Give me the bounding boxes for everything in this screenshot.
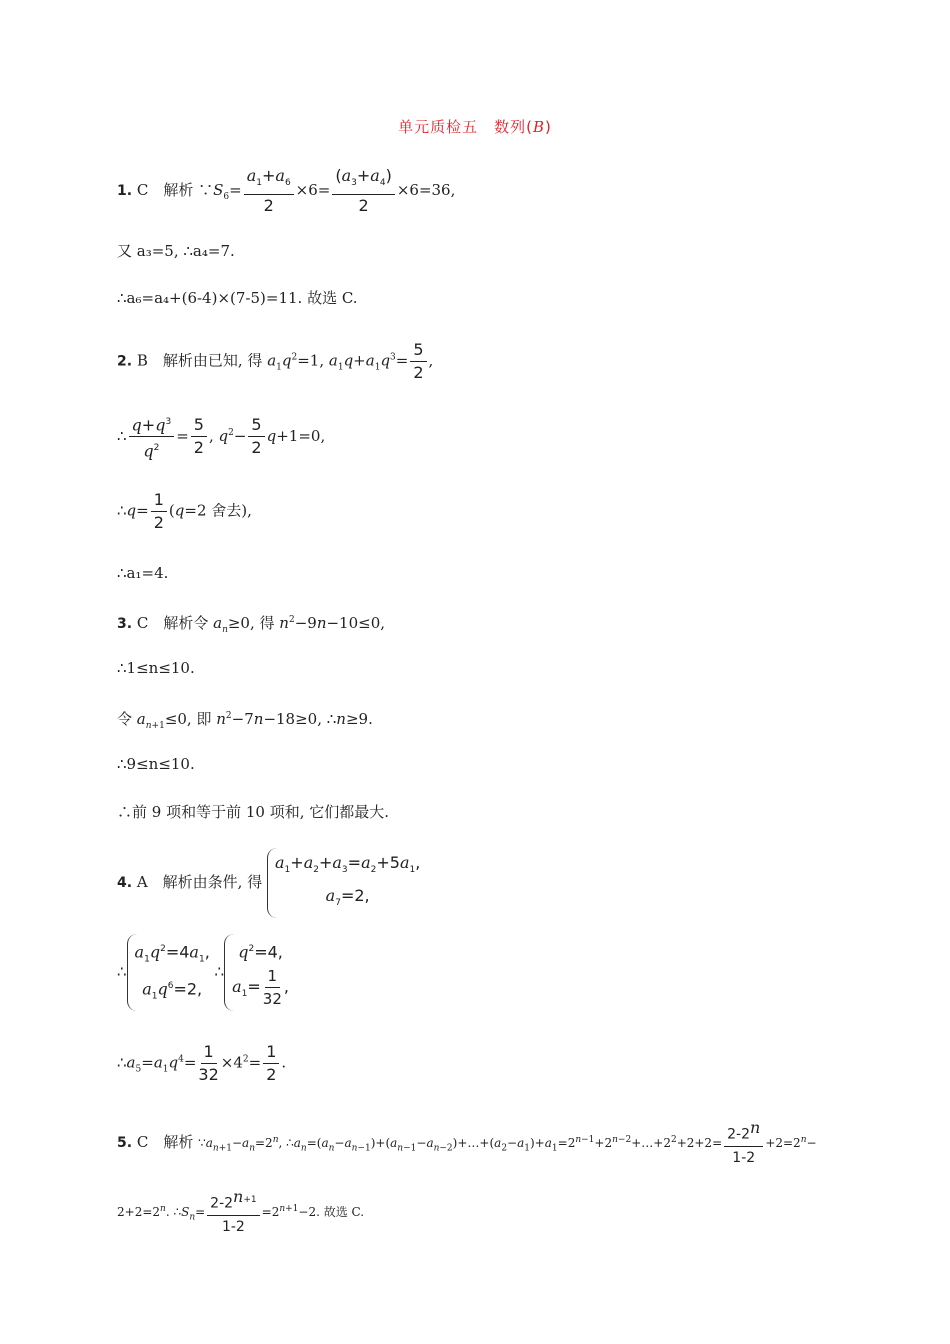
q1-line1: 1. C 解析 $\because S_6=$ $\frac{a_1+a_6}{2}$ ×6= $\frac{(a_3+a_4)}{2}$ ×6=36, — [117, 166, 456, 216]
fraction: $\frac{1}{2}$ — [151, 490, 167, 533]
q4-answer: A 解析由条件, 得 — [136, 873, 263, 892]
q4-line3: $\therefore a_5=a_1q^4=$ $\frac{1}{32}$ $\times 4^2=$ $\frac{1}{2}$ . — [117, 1042, 287, 1084]
fraction: $\frac{a_1+a_6}{2}$ — [244, 166, 294, 216]
q2-line3: ∴q= $\frac{1}{2}$ (q=2 舍去), — [117, 490, 252, 532]
q5-line1: 5. C 解析 $\because a_{n+1}-a_n=2^n$, $\therefore a_n=(a_n-a_{n-1})+(a_{n-1}-a_{n-2})+\dots+(a_2-a_1)+a_1=2^{n-1}+2^{n-2}+\dots+2^2+2+2=$ $\frac{2-2^n}{1-2}$ $+2=2^n-$ — [117, 1118, 817, 1166]
equation-system: $a_1+a_2+a_3=a_2+5a_1$, $a_7=2$, — [267, 848, 420, 918]
q2-line1: 2. B 解析由已知, 得 $a_1q^2=1$, $a_1q+a_1q^3=$ $\frac{5}{2}$ , — [117, 340, 434, 382]
fraction: $\frac{1}{2}$ — [263, 1042, 279, 1085]
fraction: $\frac{5}{2}$ — [191, 415, 207, 458]
q4-line1 — [117, 848, 420, 918]
page-title: 单元质检五 数列(B) — [398, 118, 552, 136]
q5-number: 5. — [117, 1134, 133, 1151]
q1-answer: C 解析 — [136, 181, 194, 200]
fraction: $\frac{1}{32}$ — [198, 1042, 219, 1084]
q2-number: 2. — [117, 353, 133, 370]
q3-line5: ∴前 9 项和等于前 10 项和, 它们都最大. — [117, 803, 390, 821]
q3-line2: ∴1≤n≤10. — [117, 659, 195, 677]
q5-line2: $2+2=2^n$. $\therefore S_n=$ $\frac{2-2^{n+1}}{1-2}$ $=2^{n+1}-2$. 故选 C. — [117, 1187, 365, 1235]
q3-number: 3. — [117, 616, 133, 632]
q2-line2: ∴ $\frac{q+q^3}{q^2}$ = $\frac{5}{2}$ , $q^2-$ $\frac{5}{2}$ q+1=0, — [117, 412, 325, 462]
equation-system: $q^2=4$, $a_1=$ $\frac{1}{32}$ , — [224, 934, 289, 1010]
q4-line2: ∴ $a_1q^2=4a_1$, $a_1q^6=2$, ∴ $q^2=4$, $a_1=$ $\frac{1}{32}$ , — [117, 934, 289, 1011]
fraction: $\frac{5}{2}$ — [410, 340, 426, 383]
fraction: $\frac{5}{2}$ — [248, 415, 264, 458]
fraction: $\frac{2-2^n}{1-2}$ — [724, 1118, 763, 1168]
q4-number: 4. — [117, 875, 133, 892]
fraction: $\frac{1}{32}$ — [262, 966, 282, 1008]
fraction: $\frac{(a_3+a_4)}{2}$ — [332, 166, 394, 216]
q3-line4: ∴9≤n≤10. — [117, 755, 195, 773]
q3-line3: 令 $a_{n+1}\le 0$, 即 $n^2-7n-18\ge 0$, ∴n≥9. — [117, 710, 373, 731]
q1-line2: 又 a₃=5, ∴a₄=7. — [117, 242, 235, 260]
fraction: $\frac{q+q^3}{q^2}$ — [129, 412, 175, 462]
q1-line3: ∴a₆=a₄+(6-4)×(7-5)=11. 故选 C. — [117, 289, 358, 307]
q3-line1: 3. C 解析令 $a_n\ge 0$, 得 $n^2-9n-10\le 0$, — [117, 614, 386, 635]
q1-number: 1. — [117, 183, 133, 200]
q5-answer: C 解析 — [136, 1132, 194, 1151]
q2-line4: ∴a₁=4. — [117, 564, 169, 582]
q3-answer: C 解析令 — [136, 614, 209, 632]
q2-answer: B 解析由已知, 得 — [136, 351, 263, 370]
fraction: $\frac{2-2^{n+1}}{1-2}$ — [207, 1187, 259, 1237]
equation-system: $a_1q^2=4a_1$, $a_1q^6=2$, — [127, 934, 210, 1011]
